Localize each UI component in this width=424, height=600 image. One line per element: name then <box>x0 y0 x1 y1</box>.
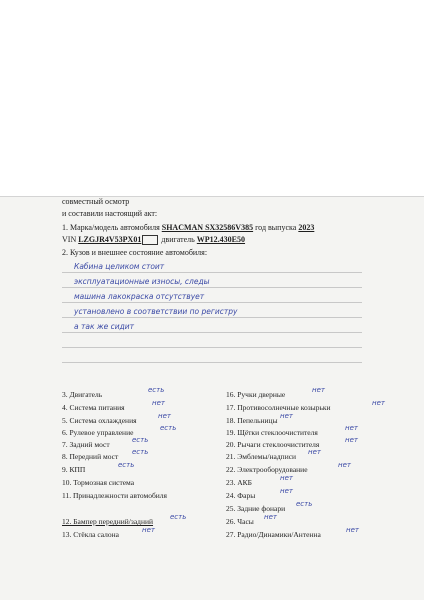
checklist-item: 18. Пепельницы <box>226 416 278 425</box>
checklist-item: 17. Противосолнечные козырьки <box>226 403 331 412</box>
checklist-mark: есть <box>132 436 149 444</box>
checklist-mark: нет <box>280 412 293 420</box>
checklist-mark: нет <box>345 424 358 432</box>
engine-label: двигатель <box>161 235 195 244</box>
checklist-item: 23. АКБ <box>226 478 252 487</box>
checklist-mark: есть <box>160 424 177 432</box>
vin-label: VIN <box>62 235 77 244</box>
checklist-mark: нет <box>338 461 351 469</box>
rule-line <box>62 362 362 363</box>
vehicle-model-value: SHACMAN SX32586V385 <box>161 223 254 232</box>
checklist-item: 11. Принадлежности автомобиля <box>62 491 167 500</box>
checklist-item: 6. Рулевое управление <box>62 428 134 437</box>
checklist-mark: есть <box>296 500 313 508</box>
handwritten-note-line: а так же сидит <box>74 322 135 331</box>
body-section-title: 2. Кузов и внешнее состояние автомобиля: <box>62 248 208 257</box>
checklist-item: 27. Радио/Динамики/Антенна <box>226 530 321 539</box>
checklist-item: 24. Фары <box>226 491 256 500</box>
rule-line <box>62 302 362 303</box>
checklist-item: 8. Передний мост <box>62 452 119 461</box>
checklist-item: 16. Ручки дверные <box>226 390 286 399</box>
checklist-item: 9. КПП <box>62 465 86 474</box>
vehicle-year-value: 2023 <box>298 223 315 232</box>
checklist-item: 12. Бампер передний/задний <box>62 517 154 526</box>
checklist-mark: нет <box>280 474 293 482</box>
checklist-mark: нет <box>346 526 359 534</box>
checklist-mark: нет <box>142 526 155 534</box>
checklist-item: 22. Электрооборудование <box>226 465 308 474</box>
vin-redaction-box <box>142 235 158 245</box>
checklist-mark: нет <box>308 448 321 456</box>
checklist-item: 4. Система питания <box>62 403 125 412</box>
compose-line: и составили настоящий акт: <box>62 209 158 218</box>
checklist-mark: нет <box>158 412 171 420</box>
rule-line <box>62 272 362 273</box>
vin-line <box>62 235 245 245</box>
rule-line <box>62 287 362 288</box>
checklist-mark: нет <box>372 399 385 407</box>
rule-line <box>62 347 362 348</box>
checklist-mark: нет <box>152 399 165 407</box>
checklist-item: 21. Эмблемы/надписи <box>226 452 297 461</box>
handwritten-note-line: установлено в соответствии по регистру <box>74 307 238 316</box>
rule-line <box>62 317 362 318</box>
inspection-line: совместный осмотр <box>62 197 130 206</box>
checklist-mark: есть <box>118 461 135 469</box>
rule-line <box>62 332 362 333</box>
checklist-item: 3. Двигатель <box>62 390 103 399</box>
checklist-mark: есть <box>170 513 187 521</box>
vehicle-year-label: год выпуска <box>255 223 297 232</box>
checklist-item: 13. Стёкла салона <box>62 530 120 539</box>
checklist-mark: нет <box>280 487 293 495</box>
handwritten-note-line: эксплуатационные износы, следы <box>74 277 210 286</box>
checklist-mark: нет <box>345 436 358 444</box>
vehicle-model-line <box>62 223 314 233</box>
checklist-item: 26. Часы <box>226 517 254 526</box>
checklist-mark: нет <box>264 513 277 521</box>
checklist-item: 19. Щётки стеклоочистителя <box>226 428 318 437</box>
checklist-item: 20. Рычаги стеклоочистителя <box>226 440 320 449</box>
handwritten-note-line: машина лакокраска отсутствует <box>74 292 205 301</box>
vehicle-model-label: 1. Марка/модель автомобиля <box>62 223 160 232</box>
checklist-item: 25. Задние фонари <box>226 504 286 513</box>
checklist-item: 7. Задний мост <box>62 440 110 449</box>
checklist-mark: есть <box>132 448 149 456</box>
checklist-mark: нет <box>312 386 325 394</box>
checklist-mark: есть <box>148 386 165 394</box>
redacted-header-area <box>0 0 424 197</box>
checklist-item: 10. Тормозная система <box>62 478 135 487</box>
checklist-item: 5. Система охлаждения <box>62 416 137 425</box>
engine-value: WP12.430E50 <box>196 235 246 244</box>
handwritten-note-line: Кабина целиком стоит <box>74 262 165 271</box>
vin-value: LZGJR4V53PX01 <box>78 235 142 244</box>
